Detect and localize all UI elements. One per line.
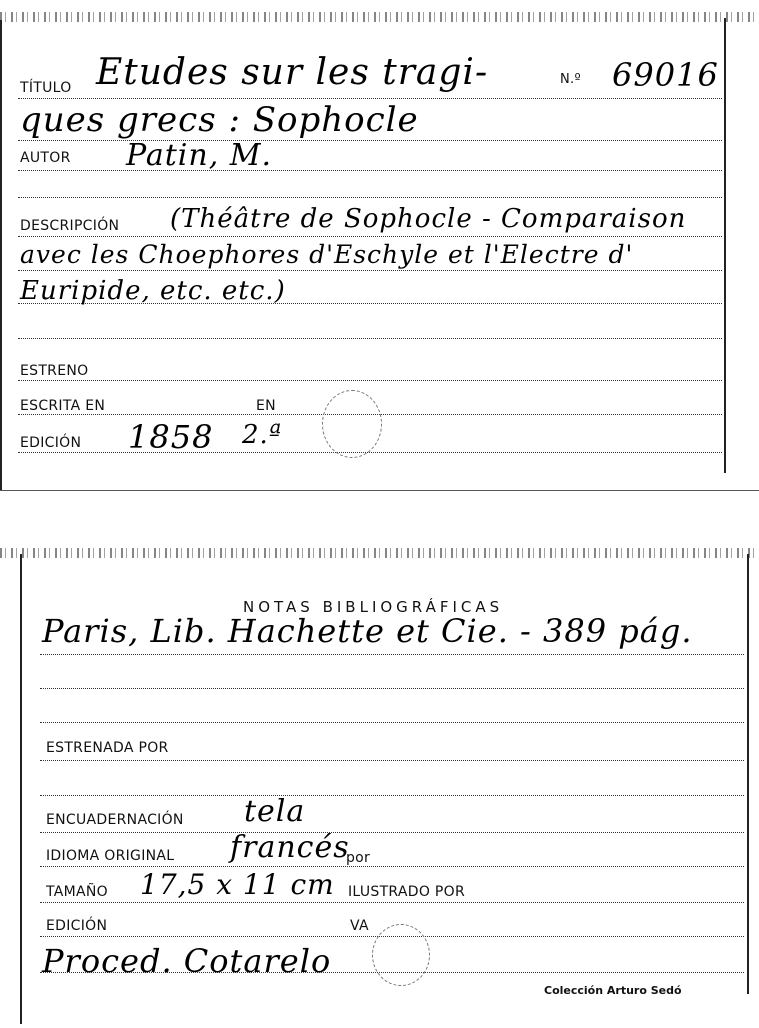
encuadernacion-label: ENCUADERNACIÓN: [46, 812, 184, 828]
encuadernacion-value: tela: [244, 794, 306, 829]
stamp-mark: [322, 390, 382, 458]
notas-value: Paris, Lib. Hachette et Cie. - 389 pág.: [42, 612, 693, 650]
edicion-year-value: 1858: [128, 418, 214, 456]
stamp-mark: [372, 924, 430, 986]
tamano-label: TAMAÑO: [46, 884, 108, 900]
por-label: por: [346, 850, 371, 866]
autor-value: Patin, M.: [126, 138, 273, 173]
card-right-edge: [724, 18, 726, 473]
edicion-number-value: 2.ª: [242, 420, 283, 450]
estreno-label: ESTRENO: [20, 363, 89, 379]
tamano-value: 17,5 x 11 cm: [140, 868, 335, 901]
descripcion-value-line2: avec les Choephores d'Eschyle et l'Electre d': [20, 240, 634, 269]
descripcion-value-line3: Euripide, etc. etc.): [20, 276, 286, 306]
titulo-value-line1: Etudes sur les tragi-: [96, 52, 489, 93]
edicion-label: EDICIÓN: [46, 918, 108, 934]
descripcion-value-line1: (Théâtre de Sophocle - Comparaison: [170, 204, 687, 234]
numero-value: 69016: [612, 56, 719, 94]
card-left-edge: [20, 554, 22, 1024]
ilustrado-por-label: ILUSTRADO POR: [348, 884, 465, 900]
numero-label: N.º: [560, 72, 581, 87]
procedencia-value: Proced. Cotarelo: [42, 942, 332, 980]
catalog-card-bottom: [0, 540, 759, 1028]
titulo-value-line2: ques grecs : Sophocle: [20, 100, 419, 140]
valor-label: VA: [350, 918, 369, 934]
escrita-en-label: ESCRITA EN: [20, 398, 106, 414]
descripcion-label: DESCRIPCIÓN: [20, 218, 120, 234]
en-label: EN: [256, 398, 276, 414]
edicion-label: EDICIÓN: [20, 435, 82, 451]
card-left-edge: [0, 20, 2, 490]
catalog-card-top: [0, 0, 759, 500]
idioma-original-label: IDIOMA ORIGINAL: [46, 848, 175, 864]
titulo-label: TÍTULO: [20, 80, 72, 96]
notas-heading: NOTAS BIBLIOGRÁFICAS: [243, 598, 504, 616]
autor-label: AUTOR: [20, 150, 71, 166]
card-top-edge: [0, 12, 759, 22]
card-right-edge: [747, 554, 749, 994]
idioma-original-value: francés: [230, 830, 350, 865]
collection-credit: Colección Arturo Sedó: [544, 984, 682, 997]
estrenada-por-label: ESTRENADA POR: [46, 740, 169, 756]
card-top-edge: [0, 548, 759, 558]
